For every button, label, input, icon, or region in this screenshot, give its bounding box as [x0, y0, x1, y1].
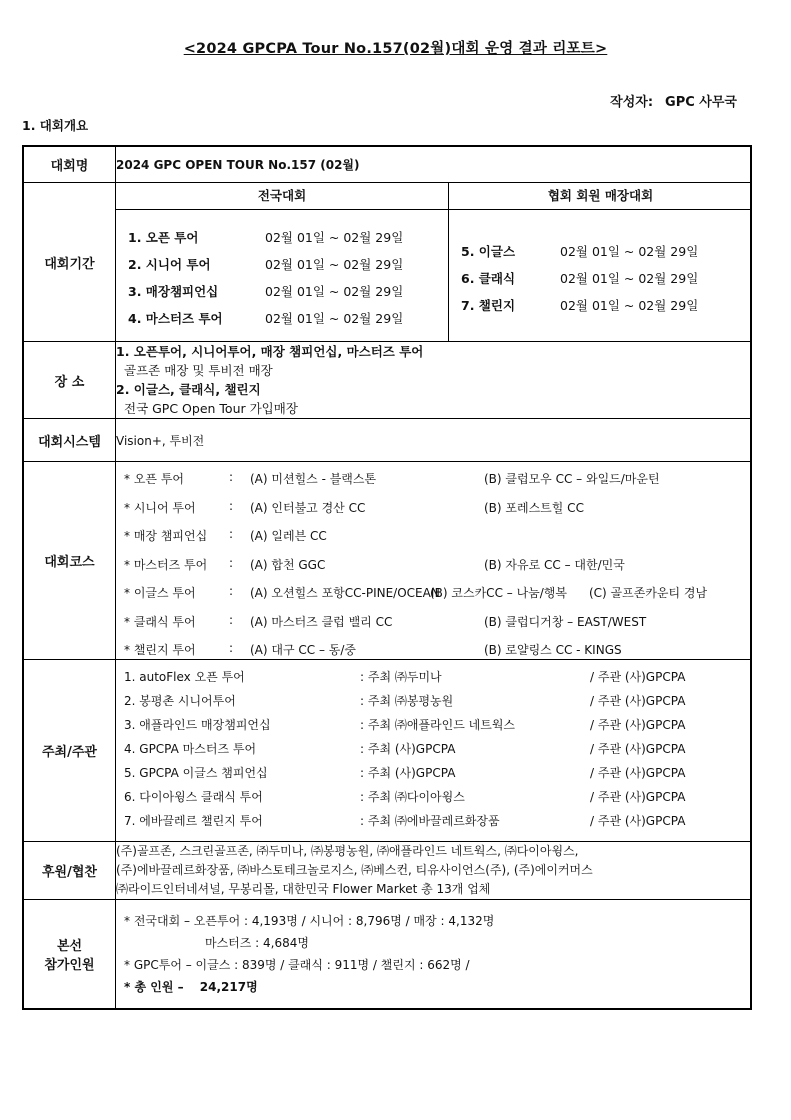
label-tournament-name: 대회명: [23, 146, 116, 183]
period-item: [461, 269, 699, 287]
venue-line: 전국 GPC Open Tour 가입매장: [124, 401, 298, 416]
host-organizer: : 주최 (사)GPCPA: [360, 742, 456, 756]
report-title: <2024 GPCPA Tour No.157(02월)대회 운영 결과 리포트>: [183, 41, 608, 57]
member-periods: [449, 210, 752, 341]
row-system: [23, 419, 751, 462]
host-organizer: : 주최 ㈜에바끌레르화장품: [360, 814, 500, 828]
period-item: [461, 242, 699, 260]
course-line: [124, 584, 744, 602]
period-name: 5. 이글스: [461, 244, 516, 259]
course-cell: [116, 462, 752, 660]
venue-cell: [116, 342, 752, 419]
course-colon: :: [229, 498, 234, 513]
national-periods: [116, 210, 449, 341]
host-tour-name: 1. autoFlex 오픈 투어: [124, 670, 245, 684]
member-header: 협회 회원 매장대회: [449, 183, 752, 210]
host-managed-by: / 주관 (사)GPCPA: [590, 814, 686, 828]
row-participants: [23, 900, 751, 1010]
host-managed-by: / 주관 (사)GPCPA: [590, 766, 686, 780]
total-label: * 총 인원 –: [124, 980, 184, 994]
period-item: [461, 296, 699, 314]
course-option-b: (B) 클럽디거창 – EAST/WEST: [484, 614, 647, 629]
label-system: 대회시스템: [23, 419, 116, 462]
label-host: 주최/주관: [23, 660, 116, 842]
host-line: [124, 812, 744, 830]
label-participants-1: 본선: [56, 939, 83, 954]
row-tournament-name: [23, 146, 751, 183]
period-dates: 02월 01일 ~ 02월 29일: [265, 257, 404, 272]
period-cell: [116, 183, 752, 342]
period-name: 6. 클래식: [461, 271, 516, 286]
label-participants: [23, 900, 116, 1010]
course-option-b: (B) 클럽모우 CC – 와일드/마운틴: [484, 472, 660, 486]
course-colon: :: [229, 527, 234, 541]
course-option-a: (A) 오션힐스 포항CC-PINE/OCEAN: [250, 586, 440, 600]
author-label: 작성자:: [610, 95, 654, 110]
participants-cell: [116, 900, 752, 1010]
host-tour-name: 4. GPCPA 마스터즈 투어: [124, 742, 257, 756]
course-line: [124, 613, 744, 631]
sponsor-line: (주)에바끌레르화장품, ㈜바스토테크놀로지스, ㈜베스컨, 티유사이언스(주), (주)에이커머스: [116, 863, 593, 877]
course-colon: :: [229, 584, 234, 598]
host-organizer: : 주최 ㈜봉평농원: [360, 694, 454, 708]
period-item: [128, 309, 404, 327]
system-value: Vision+, 투비전: [116, 419, 752, 462]
host-managed-by: / 주관 (사)GPCPA: [590, 694, 686, 708]
host-tour-name: 7. 에바끌레르 챌린지 투어: [124, 814, 263, 828]
course-option-a: (A) 합천 GGC: [250, 557, 326, 572]
host-managed-by: / 주관 (사)GPCPA: [590, 790, 686, 804]
period-item: [128, 228, 404, 246]
host-line: [124, 764, 744, 782]
row-sponsor: [23, 842, 751, 900]
host-managed-by: / 주관 (사)GPCPA: [590, 670, 686, 684]
label-course: 대회코스: [23, 462, 116, 660]
participants-line: * GPC투어 – 이글스 : 839명 / 클래식 : 911명 / 챌린지 : 662명 /: [124, 958, 470, 972]
course-line: [124, 527, 744, 545]
host-tour-name: 5. GPCPA 이글스 챔피언십: [124, 766, 268, 780]
course-colon: :: [229, 641, 234, 655]
period-item: [128, 282, 404, 300]
label-participants-2: 참가인원: [44, 958, 95, 973]
host-line: [124, 716, 744, 734]
period-name: 3. 매장챔피언십: [128, 284, 219, 299]
course-option-b: (B) 코스카CC – 나눔/행복: [430, 586, 567, 600]
host-organizer: : 주최 (사)GPCPA: [360, 766, 456, 780]
participants-line: 마스터즈 : 4,684명: [205, 936, 309, 950]
overview-table: [22, 145, 752, 1010]
period-dates: 02월 01일 ~ 02월 29일: [560, 298, 699, 313]
host-cell: [116, 660, 752, 842]
period-dates: 02월 01일 ~ 02월 29일: [265, 284, 404, 299]
course-tour-name: * 클래식 투어: [124, 614, 196, 629]
course-tour-name: * 마스터즈 투어: [124, 557, 208, 572]
host-line: [124, 668, 744, 686]
host-organizer: : 주최 ㈜두미나: [360, 670, 442, 684]
course-colon: :: [229, 612, 234, 627]
course-option-a: (A) 마스터즈 클럽 밸리 CC: [250, 614, 393, 629]
author-line: [610, 91, 737, 110]
host-organizer: : 주최 ㈜다이아윙스: [360, 790, 465, 804]
course-tour-name: * 시니어 투어: [124, 500, 196, 515]
host-tour-name: 2. 봉평촌 시니어투어: [124, 694, 236, 708]
course-line: [124, 499, 744, 517]
row-host: [23, 660, 751, 842]
total-value: 24,217명: [199, 980, 258, 994]
period-item: [128, 255, 404, 273]
venue-line: 골프존 매장 및 투비전 매장: [124, 363, 273, 378]
course-option-b: (B) 자유로 CC – 대한/민국: [484, 557, 625, 572]
course-line: [124, 470, 744, 488]
period-name: 1. 오픈 투어: [128, 230, 199, 245]
course-line: [124, 556, 744, 574]
participants-total: [124, 978, 258, 995]
period-name: 4. 마스터즈 투어: [128, 311, 223, 326]
course-option-b: (B) 포레스트힐 CC: [484, 500, 584, 515]
host-line: [124, 788, 744, 806]
author-value: GPC 사무국: [665, 95, 737, 110]
host-managed-by: / 주관 (사)GPCPA: [590, 742, 686, 756]
course-tour-name: * 매장 챔피언십: [124, 529, 208, 543]
period-name: 7. 챌린지: [461, 298, 516, 313]
period-dates: 02월 01일 ~ 02월 29일: [265, 230, 404, 245]
participants-line: * 전국대회 – 오픈투어 : 4,193명 / 시니어 : 8,796명 / 매장 : 4,132명: [124, 914, 495, 928]
national-header: 전국대회: [116, 183, 449, 210]
host-managed-by: / 주관 (사)GPCPA: [590, 718, 686, 732]
host-line: [124, 692, 744, 710]
course-tour-name: * 오픈 투어: [124, 472, 184, 486]
course-tour-name: * 챌린지 투어: [124, 643, 196, 657]
row-course: [23, 462, 751, 660]
tournament-name-value: 2024 GPC OPEN TOUR No.157 (02월): [116, 146, 752, 183]
course-colon: :: [229, 555, 234, 570]
host-tour-name: 3. 애플라인드 매장챔피언십: [124, 718, 271, 732]
row-venue: [23, 342, 751, 419]
host-organizer: : 주최 ㈜애플라인드 네트웍스: [360, 718, 515, 732]
section-title: 1. 대회개요: [22, 118, 89, 133]
course-line: [124, 641, 744, 659]
course-option-a: (A) 인터불고 경산 CC: [250, 500, 366, 515]
host-tour-name: 6. 다이아윙스 클래식 투어: [124, 790, 263, 804]
row-period: [23, 183, 751, 342]
sponsor-line: (주)골프존, 스크린골프존, ㈜두미나, ㈜봉평농원, ㈜애플라인드 네트웍스, ㈜다이아윙스,: [116, 844, 579, 858]
label-period: 대회기간: [23, 183, 116, 342]
venue-line: 1. 오픈투어, 시니어투어, 매장 챔피언십, 마스터즈 투어: [116, 344, 424, 359]
venue-line: 2. 이글스, 클래식, 챌린지: [116, 382, 261, 397]
course-option-a: (A) 일레븐 CC: [250, 529, 327, 543]
course-option-c: (C) 골프존카운티 경남: [589, 586, 708, 600]
period-name: 2. 시니어 투어: [128, 257, 211, 272]
host-line: [124, 740, 744, 758]
period-dates: 02월 01일 ~ 02월 29일: [265, 311, 404, 326]
label-venue: 장 소: [23, 342, 116, 419]
course-tour-name: * 이글스 투어: [124, 586, 196, 600]
sponsor-line: ㈜라이드인터네셔널, 무봉리몰, 대한민국 Flower Market 총 13개 업체: [116, 882, 491, 896]
course-option-b: (B) 로얄링스 CC - KINGS: [484, 643, 622, 657]
period-dates: 02월 01일 ~ 02월 29일: [560, 271, 699, 286]
course-colon: :: [229, 470, 234, 484]
course-option-a: (A) 대구 CC – 동/중: [250, 643, 356, 657]
course-option-a: (A) 미션힐스 - 블랙스톤: [250, 472, 377, 486]
period-dates: 02월 01일 ~ 02월 29일: [560, 244, 699, 259]
sponsor-cell: [116, 842, 752, 900]
label-sponsor: 후원/협찬: [23, 842, 116, 900]
